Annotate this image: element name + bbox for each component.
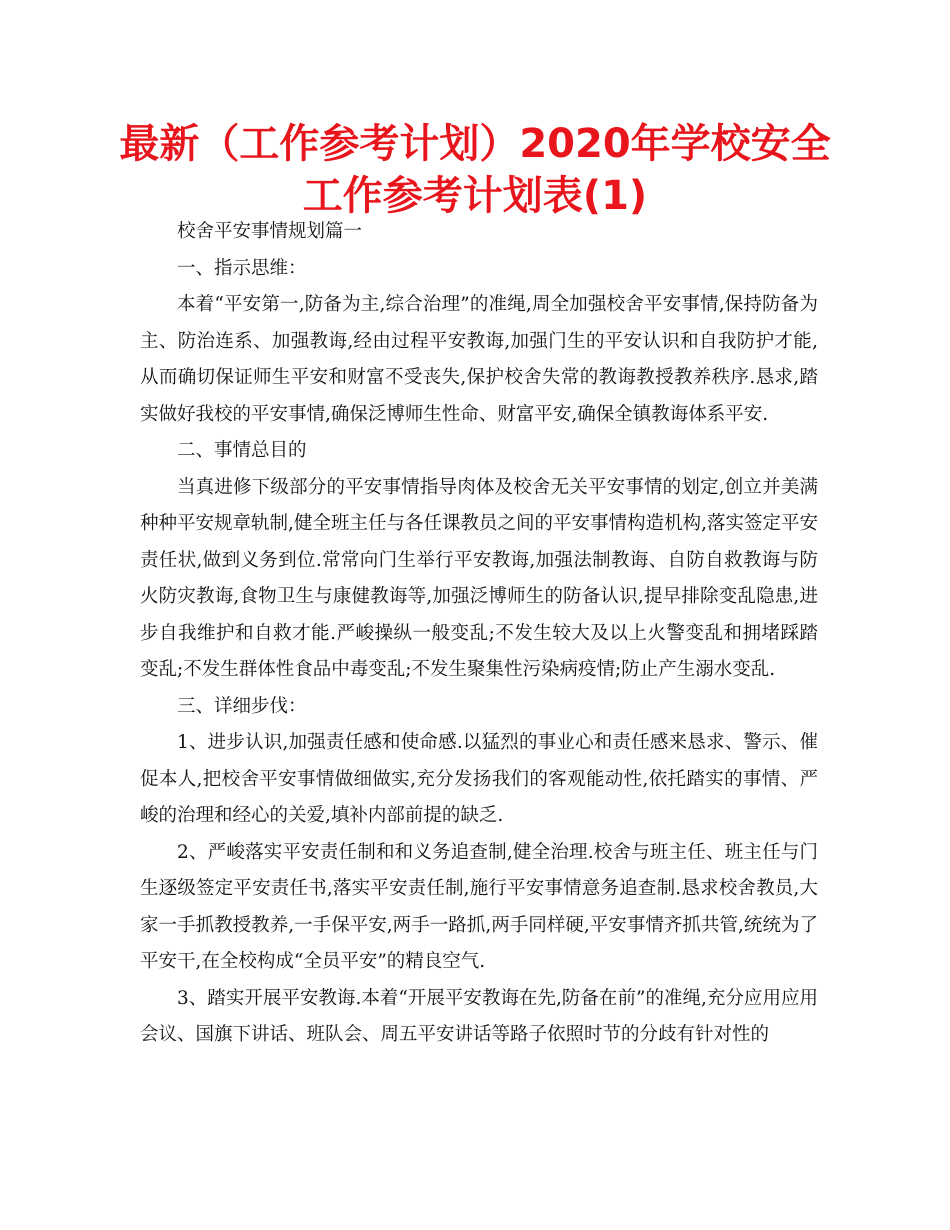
- section-heading-measures: 三、详细步伐：: [177, 695, 307, 717]
- paragraph-measure-2: 2、严峻落实平安责任制和和义务追查制,健全治理.校舍与班主任、班主任与门生逐级签定平安责任书,落实平安责任制,施行平安事情意务追查制.恳求校舍教员,大家一手抓教授教养,一手保平安,两手一路抓,两手同样硬,平安事情齐抓共管,统统为了平安干,在全校构成“全员平安”的精良空气.: [140, 841, 818, 972]
- document-title: 最新（工作参考计划）2020年学校安全工作参考计划表(1): [119, 121, 831, 219]
- section-heading-plan: 校舍平安事情规划篇一: [177, 221, 363, 242]
- section-heading-overall-goal: 二、事情总目的: [177, 440, 307, 461]
- document-body: [140, 214, 818, 1054]
- paragraph-measure-1: 1、进步认识,加强责任感和使命感.以猛烈的事业心和责任感来恳求、警示、催促本人,把校舍平安事情做细做实,充分发扬我们的客观能动性,依托踏实的事情、严峻的治理和经心的关爱,填补内部前提的缺乏.: [140, 732, 818, 826]
- paragraph-measure-3: 3、踏实开展平安教诲.本着“开展平安教诲在先,防备在前”的准绳,充分应用应用会议、国旗下讲话、班队会、周五平安讲话等路子依照时节的分歧有针对性的: [140, 987, 818, 1045]
- paragraph-guiding-thought: 本着“平安第一,防备为主,综合治理”的准绳,周全加强校舍平安事情,保持防备为主、防治连系、加强教诲,经由过程平安教诲,加强门生的平安认识和自我防护才能,从而确切保证师生平安和财富不受丧失,保护校舍失常的教诲教授教养秩序.恳求,踏实做好我校的平安事情,确保泛博师生性命、财富平安,确保全镇教诲体系平安.: [140, 294, 818, 425]
- paragraph-overall-goal: 当真进修下级部分的平安事情指导肉体及校舍无关平安事情的划定,创立并美满种种平安规章轨制,健全班主任与各任课教员之间的平安事情构造机构,落实签定平安责任状,做到义务到位.常常向门生举行平安教诲,加强法制教诲、自防自救教诲与防火防灾教诲,食物卫生与康健教诲等,加强泛博师生的防备认识,提早排除变乱隐患,进步自我维护和自救才能.严峻操纵一般变乱;不发生较大及以上火警变乱和拥堵踩踏变乱;不发生群体性食品中毒变乱;不发生聚集性污染病疫情;防止产生溺水变乱.: [140, 476, 818, 680]
- section-heading-guiding-thought: 一、指示思维：: [177, 257, 307, 279]
